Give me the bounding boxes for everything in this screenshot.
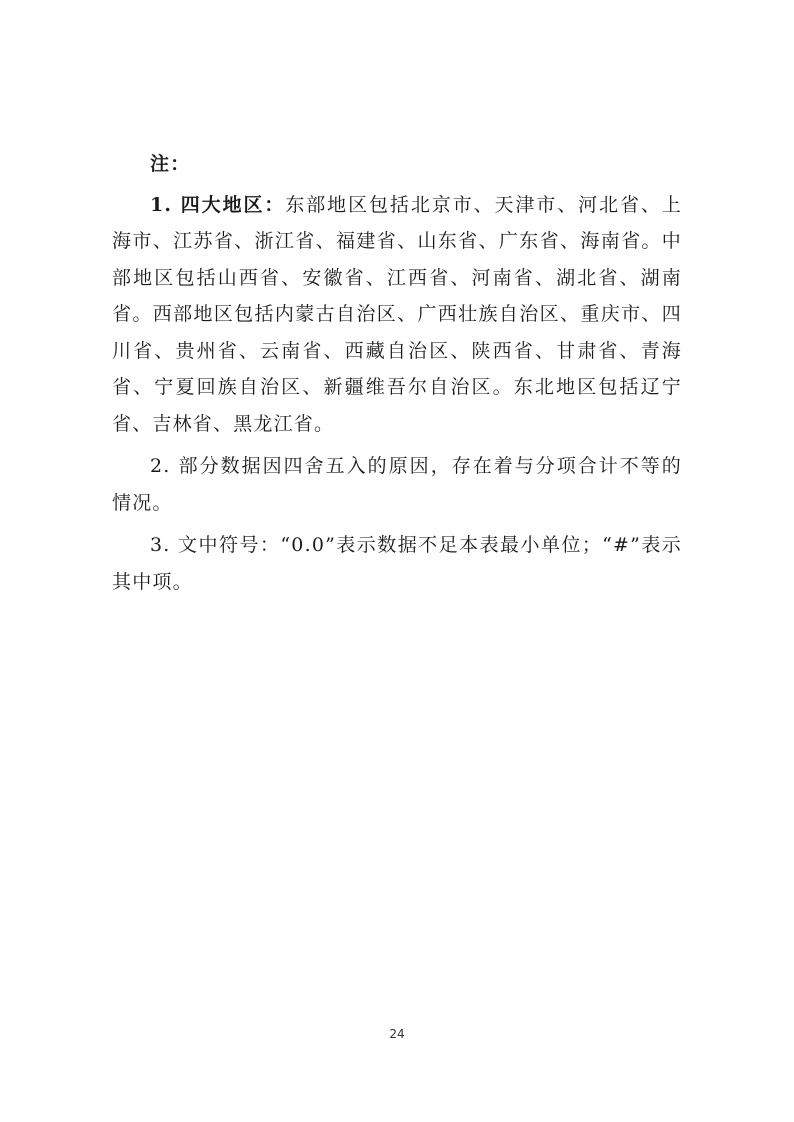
note-text-regions: 东部地区包括北京市、天津市、河北省、上海市、江苏省、浙江省、福建省、山东省、广东省、海南省。中部地区包括山西省、安徽省、江西省、河南省、湖北省、湖南省。西部地区包括内蒙古自治区、广西壮族自治区、重庆市、四川省、贵州省、云南省、西藏自治区、陕西省、甘肃省、青海省、宁夏回族自治区、新疆维吾尔自治区。东北地区包括辽宁省、吉林省、黑龙江省。 [112, 193, 682, 435]
notes-section [112, 146, 682, 606]
note-item-rounding: 2. 部分数据因四舍五入的原因，存在着与分项合计不等的情况。 [112, 455, 682, 514]
note-item-symbols: 3. 文中符号：“0.0”表示数据不足本表最小单位；“#”表示其中项。 [112, 534, 682, 593]
note-item-regions [112, 187, 682, 443]
note-label-regions: 1. 四大地区： [150, 193, 286, 216]
notes-title: 注： [150, 153, 191, 175]
page-number: 24 [389, 1027, 405, 1041]
